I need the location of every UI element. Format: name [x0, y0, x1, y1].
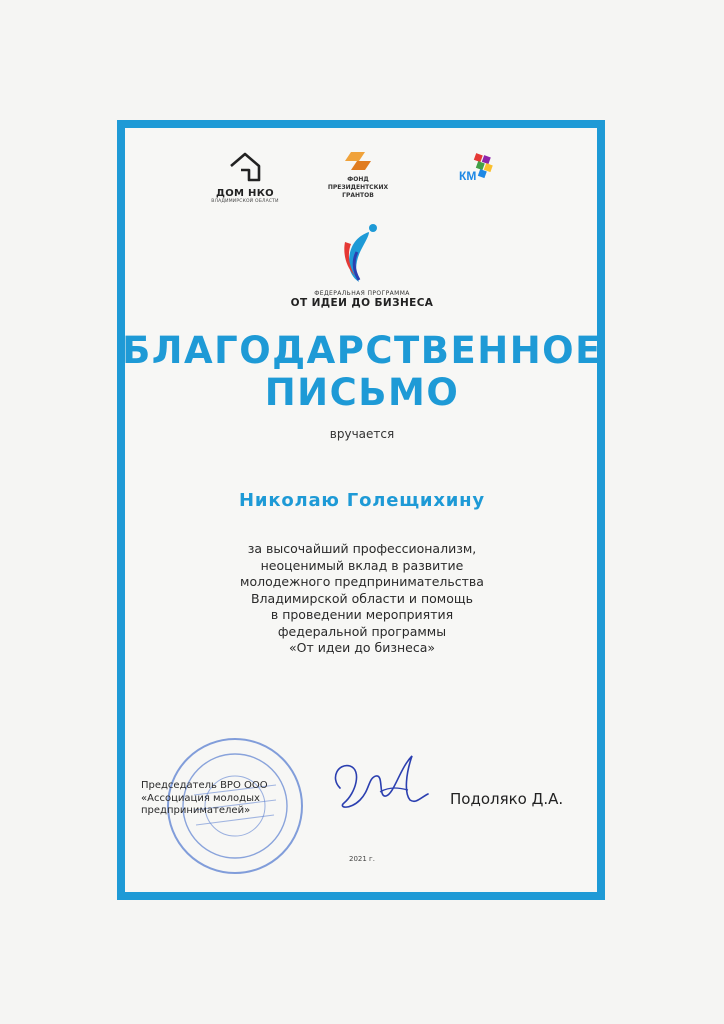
logo-row [0, 150, 724, 210]
fund-logo [318, 150, 398, 200]
fund-line-2: ПРЕЗИДЕНТСКИХ [327, 184, 389, 191]
chair-line: предпринимателей» [141, 805, 251, 816]
km-label: КМ [459, 169, 477, 183]
recipient-name: Николаю Голещихину [239, 490, 485, 511]
reason-text [0, 541, 724, 657]
handwritten-signature [320, 748, 435, 818]
reason-line: неоценимый вклад в развитие [260, 557, 464, 573]
signer-name: Подоляко Д.А. [450, 790, 564, 808]
reason-line: «От идеи до бизнеса» [288, 640, 436, 655]
dom-nko-sub: ВЛАДИМИРСКОЙ ОБЛАСТИ [211, 199, 279, 204]
km-logo [452, 150, 522, 190]
fund-line-3: ГРАНТОВ [342, 192, 374, 199]
dom-nko-logo [205, 150, 285, 204]
fund-line-1: ФОНД [347, 176, 369, 183]
title-line-1: БЛАГОДАРСТВЕННОЕ [122, 329, 602, 372]
house-icon [225, 150, 265, 182]
dom-nko-label: ДОМ НКО [216, 188, 274, 199]
program-block [0, 220, 724, 309]
program-name: ОТ ИДЕИ ДО БИЗНЕСА [290, 297, 434, 309]
chair-line: «Ассоциация молодых [141, 792, 260, 804]
reason-line: молодежного предпринимательства [240, 574, 484, 589]
awarded-text: вручается [329, 427, 395, 441]
reason-line: Владимирской области и помощь [250, 590, 474, 606]
title-line-2: ПИСЬМО [264, 371, 460, 414]
chair-title [141, 780, 268, 818]
km-emblem-icon [457, 150, 517, 186]
program-caption: ФЕДЕРАЛЬНАЯ ПРОГРАММА [314, 290, 410, 297]
year: 2021 г. [349, 855, 375, 863]
reason-line: федеральной программы [277, 623, 447, 639]
chair-line: Председатель ВРО ООО [141, 780, 268, 791]
reason-line: за высочайший профессионализм, [247, 541, 477, 556]
fund-emblem-icon [343, 150, 373, 172]
reason-line: в проведении мероприятия [270, 607, 454, 622]
